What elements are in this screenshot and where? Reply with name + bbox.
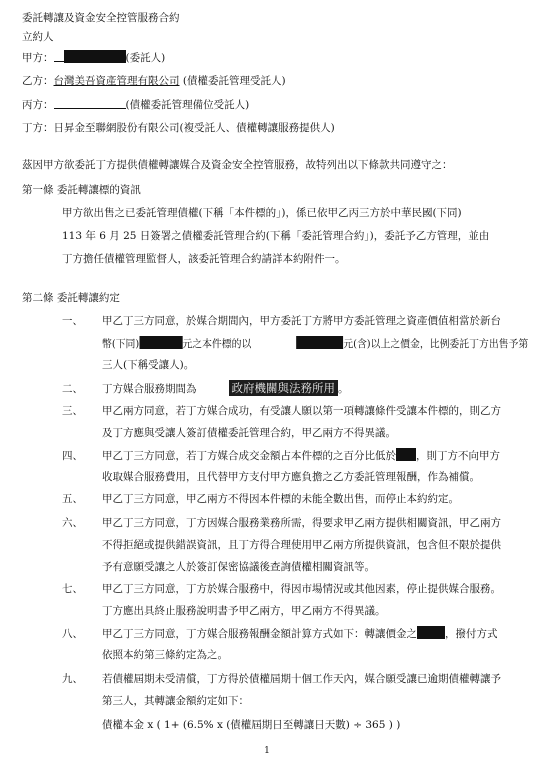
party-a-suffix: (委託人) bbox=[125, 52, 166, 64]
clause-9-line-2: 第三人，其轉讓金額約定如下： bbox=[102, 695, 249, 707]
clause-3-line-2: 及丁方應與受讓人簽訂債權委託管理合約，甲乙兩方不得異議。 bbox=[102, 427, 396, 439]
redaction-stamp: 政府機關與法務所用 bbox=[229, 380, 339, 396]
party-d-text: 日昇金至聯網股份有限公司(複受託人、債權轉讓服務提供人) bbox=[53, 122, 335, 134]
clause-number: 二、 bbox=[62, 383, 83, 395]
party-b-name: 台灣美吾資產管理有限公司 bbox=[53, 75, 180, 87]
clause-5-line-1: 五、 甲乙丁三方同意，甲乙兩方不得因本件標的未能全數出售，而停止本約約定。 bbox=[62, 493, 459, 505]
signatories-label: 立約人 bbox=[22, 31, 54, 43]
article-1-line-3: 丁方擔任債權管理監督人，該委託管理合約請詳本約附件一。 bbox=[62, 253, 346, 265]
clause-number: 一、 bbox=[62, 315, 83, 327]
clause-number: 九、 bbox=[62, 673, 83, 685]
party-c bbox=[22, 97, 249, 112]
party-b-label: 乙方： bbox=[22, 75, 54, 87]
clause-number: 三、 bbox=[62, 405, 83, 417]
clause-6-line-3: 予有意願受讓之人於簽訂保密協議後查詢債權相關資訊等。 bbox=[102, 561, 375, 573]
article-1-line-1: 甲方欲出售之已委託管理債權(下稱「本件標的」)，係已依甲乙丙三方於中華民國(下同) bbox=[62, 207, 462, 219]
clause-7-line-2: 丁方應出具終止服務說明書予甲乙兩方，甲乙兩方不得異議。 bbox=[102, 605, 386, 617]
article-2-heading: 第二條 委託轉讓約定 bbox=[22, 292, 120, 304]
clause-8-line-2: 依照本約第三條約定為之。 bbox=[102, 649, 228, 661]
party-d bbox=[22, 121, 335, 135]
redaction-block bbox=[139, 336, 182, 349]
clause-6-line-1: 六、 甲乙丁三方同意，丁方因媒合服務業務所需，得要求甲乙兩方提供相關資訊，甲乙兩方 bbox=[62, 517, 501, 529]
clause-9-line-1: 九、 若債權屆期未受清償，丁方得於債權屆期十個工作天內，媒合願受讓已逾期債權轉讓予 bbox=[62, 673, 501, 685]
clause-8-line-1: 八、 甲乙丁三方同意，丁方媒合服務報酬金額計算方式如下：轉讓價金之 ，撥付方式 bbox=[62, 628, 498, 640]
redaction-block bbox=[64, 50, 126, 63]
clause-number: 七、 bbox=[62, 583, 83, 595]
party-c-label: 丙方： bbox=[22, 99, 54, 111]
party-d-label: 丁方： bbox=[22, 122, 54, 134]
redaction-block bbox=[396, 448, 416, 461]
clause-4-line-1: 四、 甲乙丁三方同意，若丁方媒合成交金額占本件標的之百分比低於 ，則丁方不向甲方 bbox=[62, 450, 500, 462]
clause-number: 四、 bbox=[62, 450, 83, 462]
document-title: 委託轉讓及資金安全控管服務合約 bbox=[22, 12, 180, 24]
clause-4-line-2: 收取媒合服務費用，且代替甲方支付甲方應負擔之乙方委託管理報酬，作為補償。 bbox=[102, 471, 480, 483]
party-c-role: (債權委託管理備位受託人) bbox=[125, 99, 250, 111]
clause-number: 八、 bbox=[62, 628, 83, 640]
clause-2-line-1: 二、 丁方媒合服務期間為 政府機關與法務所用 。 bbox=[62, 381, 349, 395]
clause-1-line-3: 三人(下稱受讓人)。 bbox=[102, 359, 195, 371]
party-a bbox=[22, 50, 165, 65]
preamble: 茲因甲方欲委託丁方提供債權轉讓媒合及資金安全控管服務，故特列出以下條款共同遵守之： bbox=[22, 159, 453, 171]
clause-number: 六、 bbox=[62, 517, 83, 529]
clause-number: 五、 bbox=[62, 493, 83, 505]
redaction-block bbox=[296, 336, 343, 349]
underline-blank bbox=[54, 61, 64, 62]
party-b bbox=[22, 74, 286, 88]
article-1-heading: 第一條 委託轉讓標的資訊 bbox=[22, 184, 141, 196]
clause-7-line-1: 七、 甲乙丁三方同意，丁方於媒合服務中，得因市場情況或其他因素，停止提供媒合服務。 bbox=[62, 583, 501, 595]
party-b-role: (債權委託管理受託人) bbox=[182, 75, 286, 87]
party-a-label: 甲方： bbox=[22, 52, 54, 64]
clause-6-line-2: 不得拒絕或提供錯誤資訊，且丁方得合理使用甲乙兩方所提供資訊，包含但不限於提供 bbox=[102, 539, 501, 551]
clause-9-formula: 債權本金 x ( 1+ (6.5% x (債權屆期日至轉讓日天數) ÷ 365 ) ) bbox=[102, 719, 401, 731]
clause-1-line-2: 幣(下同) 元之本件標的以 元(含)以上之價金，比例委託丁方出售予第 bbox=[102, 338, 529, 350]
article-1-line-2: 113 年 6 月 25 日簽署之債權委託管理合約(下稱「委託管理合約」)，委託予乙方管理，並由 bbox=[62, 230, 490, 242]
clause-3-line-1: 三、 甲乙兩方同意，若丁方媒合成功，有受讓人願以第一項轉讓條件受讓本件標的，則乙方 bbox=[62, 405, 501, 417]
redaction-block bbox=[417, 626, 445, 639]
underline-blank bbox=[54, 97, 126, 109]
page-number: 1 bbox=[264, 746, 270, 756]
clause-1-line-1: 一、 甲乙丁三方同意，於媒合期間內，甲方委託丁方將甲方委託管理之資產價值相當於新台 bbox=[62, 315, 501, 327]
